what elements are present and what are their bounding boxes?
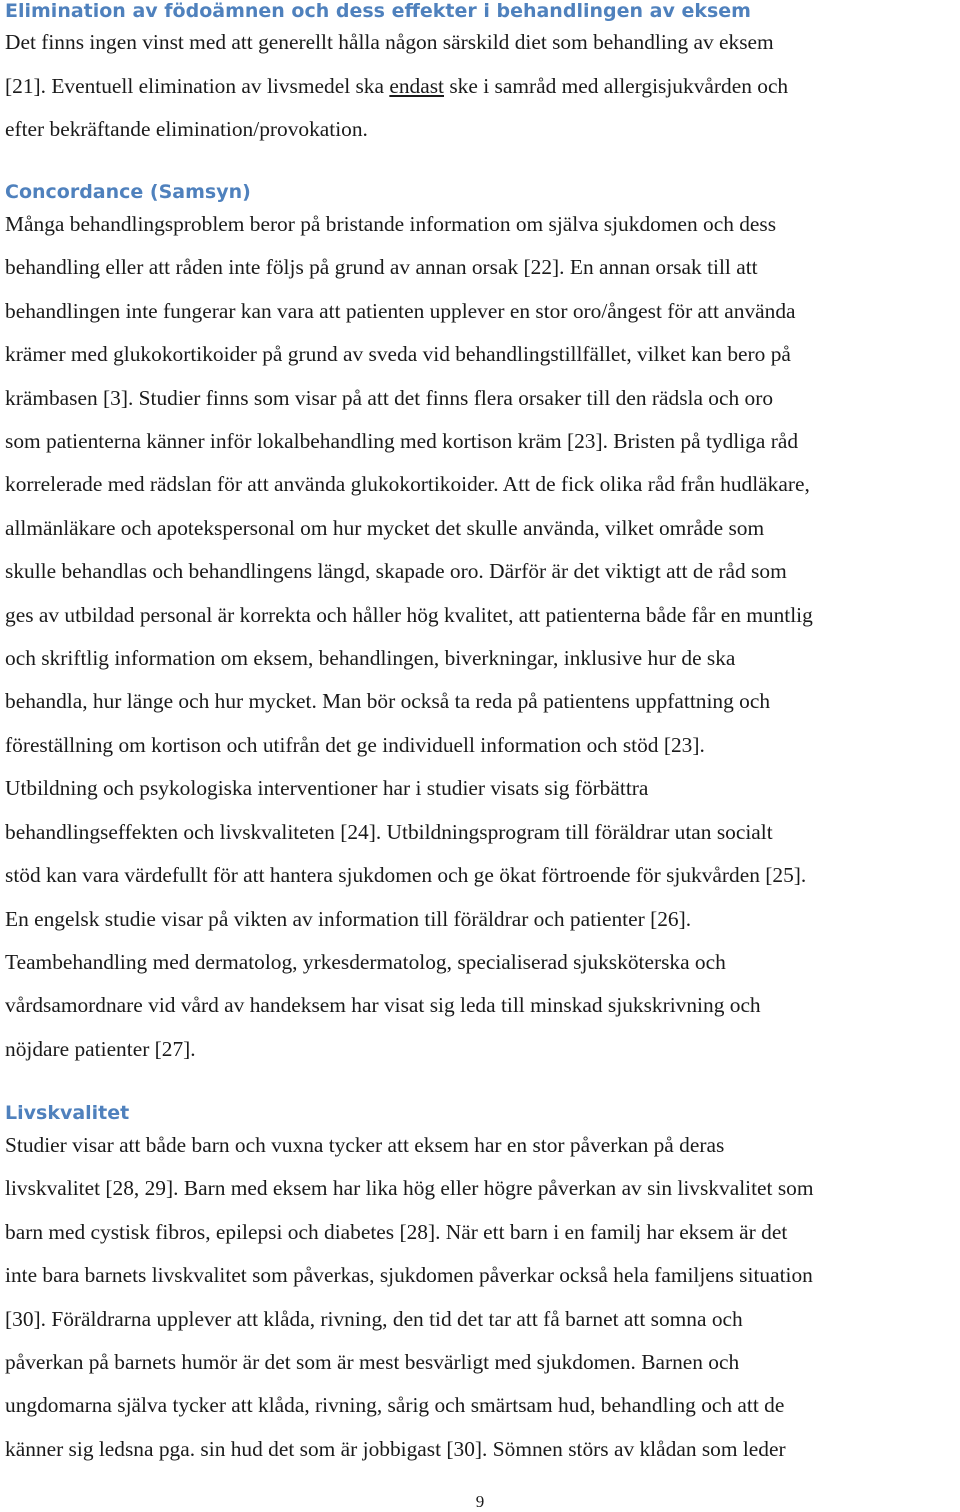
paragraph-line: Teambehandling med dermatolog, yrkesdermatolog, specialiserad sjuksköterska och: [5, 949, 726, 974]
text-segment: ske i samråd med allergisjukvården och: [444, 73, 789, 98]
paragraph-line: krämer med glukokortikoider på grund av sveda vid behandlingstillfället, vilket kan bero på: [5, 342, 791, 367]
paragraph-line: ungdomarna själva tycker att klåda, rivning, sårig och smärtsam hud, behandling och att de: [5, 1393, 785, 1418]
paragraph-line: som patienterna känner inför lokalbehandling med kortison kräm [23]. Bristen på tydliga råd: [5, 429, 799, 454]
page-number: 9: [475, 1492, 485, 1511]
paragraph-line: inte bara barnets livskvalitet som påverkas, sjukdomen påverkar också hela familjens situation: [5, 1263, 813, 1288]
paragraph-line: krämbasen [3]. Studier finns som visar på att det finns flera orsaker till den rädsla och oro: [5, 385, 774, 410]
paragraph-line: efter bekräftande elimination/provokation.: [5, 117, 368, 141]
underlined-word: endast: [389, 73, 444, 98]
section-heading-concordance: Concordance (Samsyn): [5, 181, 251, 203]
paragraph-line: och skriftlig information om eksem, behandlingen, biverkningar, inklusive hur de ska: [5, 646, 736, 671]
paragraph-line: livskvalitet [28, 29]. Barn med eksem har lika hög eller högre påverkan av sin livskvalitet som: [5, 1176, 814, 1201]
paragraph-line: stöd kan vara värdefullt för att hantera sjukdomen och ge ökat förtroende för sjukvården [25].: [5, 863, 807, 888]
paragraph-line: nöjdare patienter [27].: [5, 1036, 196, 1061]
section-heading-livskvalitet: Livskvalitet: [5, 1102, 130, 1124]
paragraph-line: ges av utbildad personal är korrekta och håller hög kvalitet, att patienterna både får en muntlig: [5, 602, 813, 627]
paragraph-line: [5, 65, 788, 109]
paragraph-line: påverkan på barnets humör är det som är mest besvärligt med sjukdomen. Barnen och: [5, 1350, 740, 1375]
paragraph-livskvalitet: [5, 1124, 813, 1471]
paragraph-line: behandla, hur länge och hur mycket. Man bör också ta reda på patientens uppfattning och: [5, 689, 771, 714]
paragraph-line: korrelerade med rädslan för att använda glukokortikoider. Att de fick olika råd från hudläkare,: [5, 472, 810, 497]
paragraph-line: En engelsk studie visar på vikten av information till föräldrar och patienter [26].: [5, 906, 692, 931]
paragraph-line: skulle behandlas och behandlingens längd, skapade oro. Därför är det viktigt att de råd som: [5, 559, 787, 584]
paragraph-line: Det finns ingen vinst med att generellt hålla någon särskild diet som behandling av eksem: [5, 30, 774, 54]
paragraph-concordance: [5, 203, 813, 1071]
paragraph-line: behandlingen inte fungerar kan vara att patienten upplever en stor oro/ångest för att använda: [5, 298, 796, 323]
paragraph-line: allmänläkare och apotekspersonal om hur mycket det skulle använda, vilket område som: [5, 515, 765, 540]
paragraph-line: Studier visar att både barn och vuxna tycker att eksem har en stor påverkan på deras: [5, 1133, 725, 1157]
text-segment: [21]. Eventuell elimination av livsmedel ska: [5, 73, 390, 98]
paragraph-line: behandling eller att råden inte följs på grund av annan orsak [22]. En annan orsak till att: [5, 255, 758, 280]
paragraph-line: föreställning om kortison och utifrån det ge individuell information och stöd [23].: [5, 732, 705, 757]
paragraph-line: känner sig ledsna pga. sin hud det som är jobbigast [30]. Sömnen störs av klådan som leder: [5, 1436, 786, 1461]
paragraph-line: Många behandlingsproblem beror på bristande information om själva sjukdomen och dess: [5, 212, 777, 236]
section-heading-elimination: Elimination av födoämnen och dess effekter i behandlingen av eksem: [5, 0, 751, 22]
paragraph-line: [30]. Föräldrarna upplever att klåda, rivning, den tid det tar att få barnet att somna och: [5, 1306, 743, 1331]
paragraph-line: vårdsamordnare vid vård av handeksem har visat sig leda till minskad sjukskrivning och: [5, 993, 761, 1018]
paragraph-line: Utbildning och psykologiska interventioner har i studier visats sig förbättra: [5, 776, 649, 801]
paragraph-line: behandlingseffekten och livskvaliteten [24]. Utbildningsprogram till föräldrar utan socialt: [5, 819, 773, 844]
paragraph-elimination: [5, 21, 788, 152]
paragraph-line: barn med cystisk fibros, epilepsi och diabetes [28]. När ett barn i en familj har eksem är det: [5, 1219, 788, 1244]
